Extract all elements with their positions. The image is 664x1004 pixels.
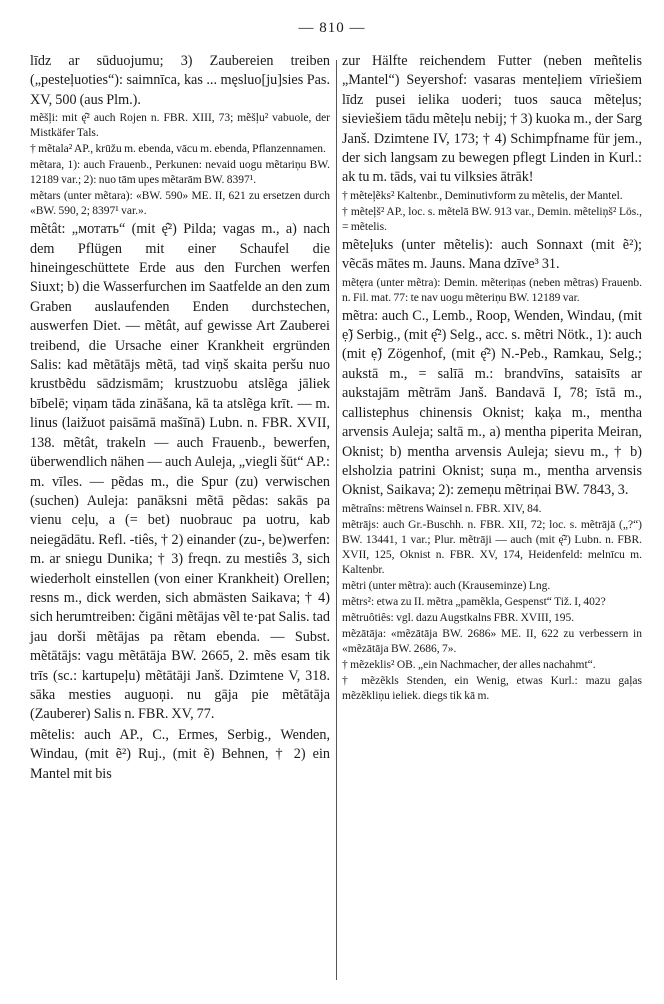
dictionary-entry: † mẽzeklis² OB. „ein Nachmacher, der alles nachahmt“. [342, 658, 596, 671]
dictionary-entry: mẽtelis: auch AP., C., Ermes, Serbig., Wenden, Windau, (mit ẽ²) Ruj., (mit ẽ) Behnen, † 2) ein Mantel mit bis [30, 726, 330, 782]
dictionary-entry: † mẽzẽkls Stenden, ein Wenig, etwas Kurl.: mazu gaļas mẽzẽkliņu ieliek. diegs tik kā m. [342, 674, 642, 702]
column-divider [336, 60, 337, 980]
dictionary-entry: † mẽteļš² AP., loc. s. mẽtelā BW. 913 var., Demin. mẽteliņš² Lös., = mẽtelis. [342, 205, 642, 233]
dictionary-entry: mẽtẹra (unter mẽtra): Demin. mẽteriņas (neben mẽtras) Frauenb. n. Fil. mat. 77: te nav uogu mẽteriņu BW. 12189 var. [342, 276, 642, 304]
dictionary-entry: † mẽtala² AP., krūžu m. ebenda, vācu m. ebenda, Pflanzennamen. [30, 143, 326, 156]
dictionary-entry: mẽtara, 1): auch Frauenb., Perkunen: nevaid uogu mẽtariņu BW. 12189 var.; 2): nuo tām upes mẽtarām BW. 8397¹. [30, 159, 330, 187]
dictionary-entry: mẽtri (unter mẽtra): auch (Krauseminze) Lng. [342, 579, 551, 592]
page-number: — 810 — [298, 20, 366, 36]
dictionary-entry: mẽtrs²: etwa zu II. mẽtra „pamẽkla, Gespenst“ Tiž. I, 402? [342, 595, 606, 608]
dictionary-entry: mẽtrājs: auch Gr.-Buschh. n. FBR. XII, 72; loc. s. mẽtrājā („?“) BW. 13441, 1 var.; Plur. mẽtrāji — auch (mit ę̂²) Lubn. n. FBR. XVII, 125, Oknist n. FBR. XV, 174, Heidenfeld: melnīcu m. Kaltenbr. [342, 518, 642, 576]
dictionary-entry: mẽtra: auch C., Lemb., Roop, Wenden, Windau, (mit ẹ̃) Serbig., (mit ę̂²) Selg., acc. s. mẽtri Nötk., 1): auch (mit ẹ̃) Zögenhof, (mit ę̂²) N.-Peb., Ramkau, Selg.; aukstā m., = salīā m.: brandvīns, sataisīts ar aukstajām mẽtrām Janš. Bandavā I, 78; īstā m., callistephus chinensis Oknist; kaķa m., mentha arvensis Auleja; saltā m., a) mentha piperita Meiran, Oknist; b) mentha arvensis Auleja; sievu m., † b) elsholzia patrini Oknist; suņa m., mentha arvensis Oknist, Saikava; 2): zemeņu mẽtriņai BW. 7843, 3. [342, 307, 642, 499]
dictionary-entry: mẽtraîns: mẽtrens Wainsel n. FBR. XIV, 84. [342, 502, 542, 515]
dictionary-entry: mẽzātāja: «mẽzātāja BW. 2686» ME. II, 622 zu verbessern in «mẽzātāja BW. 2686, 7». [342, 627, 642, 655]
dictionary-entry: mẽtars (unter mẽtara): «BW. 590» ME. II, 621 zu ersetzen durch «BW. 590, 2; 8397¹ var.». [30, 190, 330, 218]
dictionary-entry: līdz ar sūduojumu; 3) Zaubereien treiben („pesteļuoties“): saimnīca, kas ... męsluo[ju]sies Pas. XV, 500 (aus Plm.). [30, 53, 330, 108]
dictionary-entry: mẽteļuks (unter mẽtelis): auch Sonnaxt (mit ẽ²); vẽcās mātes m. Jauns. Mana dzīve³ 31. [342, 236, 642, 273]
dictionary-entry: zur Hälfte reichendem Futter (neben meñtelis „Mantel“) Seyershof: vasaras menteļiem vīriešiem līdz pusei ielika uoderi; tuos sauca mẽteļus; sieviešiem tādu mẽteļu nebij; † 3) kuoka m., der Sarg Janš. Dzimtene IV, 173; † 4) Schimpfname für jem., der sich langsam zu bewegen pflegt Linden in Kurl.: ak tu m. tāds, vai tu vilksies ātrāk! [342, 53, 642, 186]
dictionary-entry: mẽtât: „мотать“ (mit ę̂²) Pilda; vagas m., a) nach dem Pflügen mit einer Schaufel die hineingeschüttete Erde aus den Furchen werfen Siuxt; b) die Wasserfurchen im Saatfelde an den zum Graben auslaufenden Enden durchstechen, auswerfen Diet. — mẽtât, auf gewisse Art Zauberei treibend, die Ursache einer Krankheit ergründen Salis: kad mẽtātājs mẽtā, tad viņš skaita peršu nuo krustbẽdu sādzismām; krustzuobu atslẽga jāliek bībelē; viņam tāda zināšana, kā ta atslẽga krīt. — m. linus (laižuot paisāmā mašīnā) Lubn. n. FBR. XVII, 138. mẽtât, trakeln — auch Frauenb., bewerfen, überwendlich nähen — auch Auleja, „viegli šūt“ AP.: m. vīles. — pẽdas m., die Spur (zu) verwischen (suchen) Auleja: panāksni mẽtā pẽdas: sakās pa vienu ceļu, a (= bet) nuobrauc pa uotru, kab neiegādātu. Refl. -tiês, † 2) einander (zu-, be)werfen: m. ar sniegu Dunika; † 3) freqn. zu mestiês 3, sich wiederholt einstellen (von einer Krankheit) Orellen; resns m., dick werden, sich abmästen Saikava; † 4) sich herumtreiben: čigāni mẽtājas vẽl te·pat Salis. tad jau dorši mẽtājas pa rẽtam ebenda. — Subst. mẽtātājs: vagu mẽtātāja BW. 2665, 2. mẽs esam tik trīs (sc.: kartupeļu) mẽtātāji Janš. Dzimtene V, 318. sāka mesties auguoņi. nu gāja pie mẽtātāja (Zauberer) Salis n. FBR. XV, 77. [30, 221, 330, 723]
dictionary-entry: mẽšļi: mit ę̂² auch Rojen n. FBR. XIII, 73; mẽšļu² vabuole, der Mistkäfer Tals. [30, 112, 330, 140]
left-column [30, 52, 330, 784]
dictionary-entry: † mẽteļẽks² Kaltenbr., Deminutivform zu mẽtelis, der Mantel. [342, 189, 623, 202]
dictionary-entry: mẽtruôtiês: vgl. dazu Augstkalns FBR. XVIII, 195. [342, 611, 575, 624]
right-column [342, 52, 642, 704]
